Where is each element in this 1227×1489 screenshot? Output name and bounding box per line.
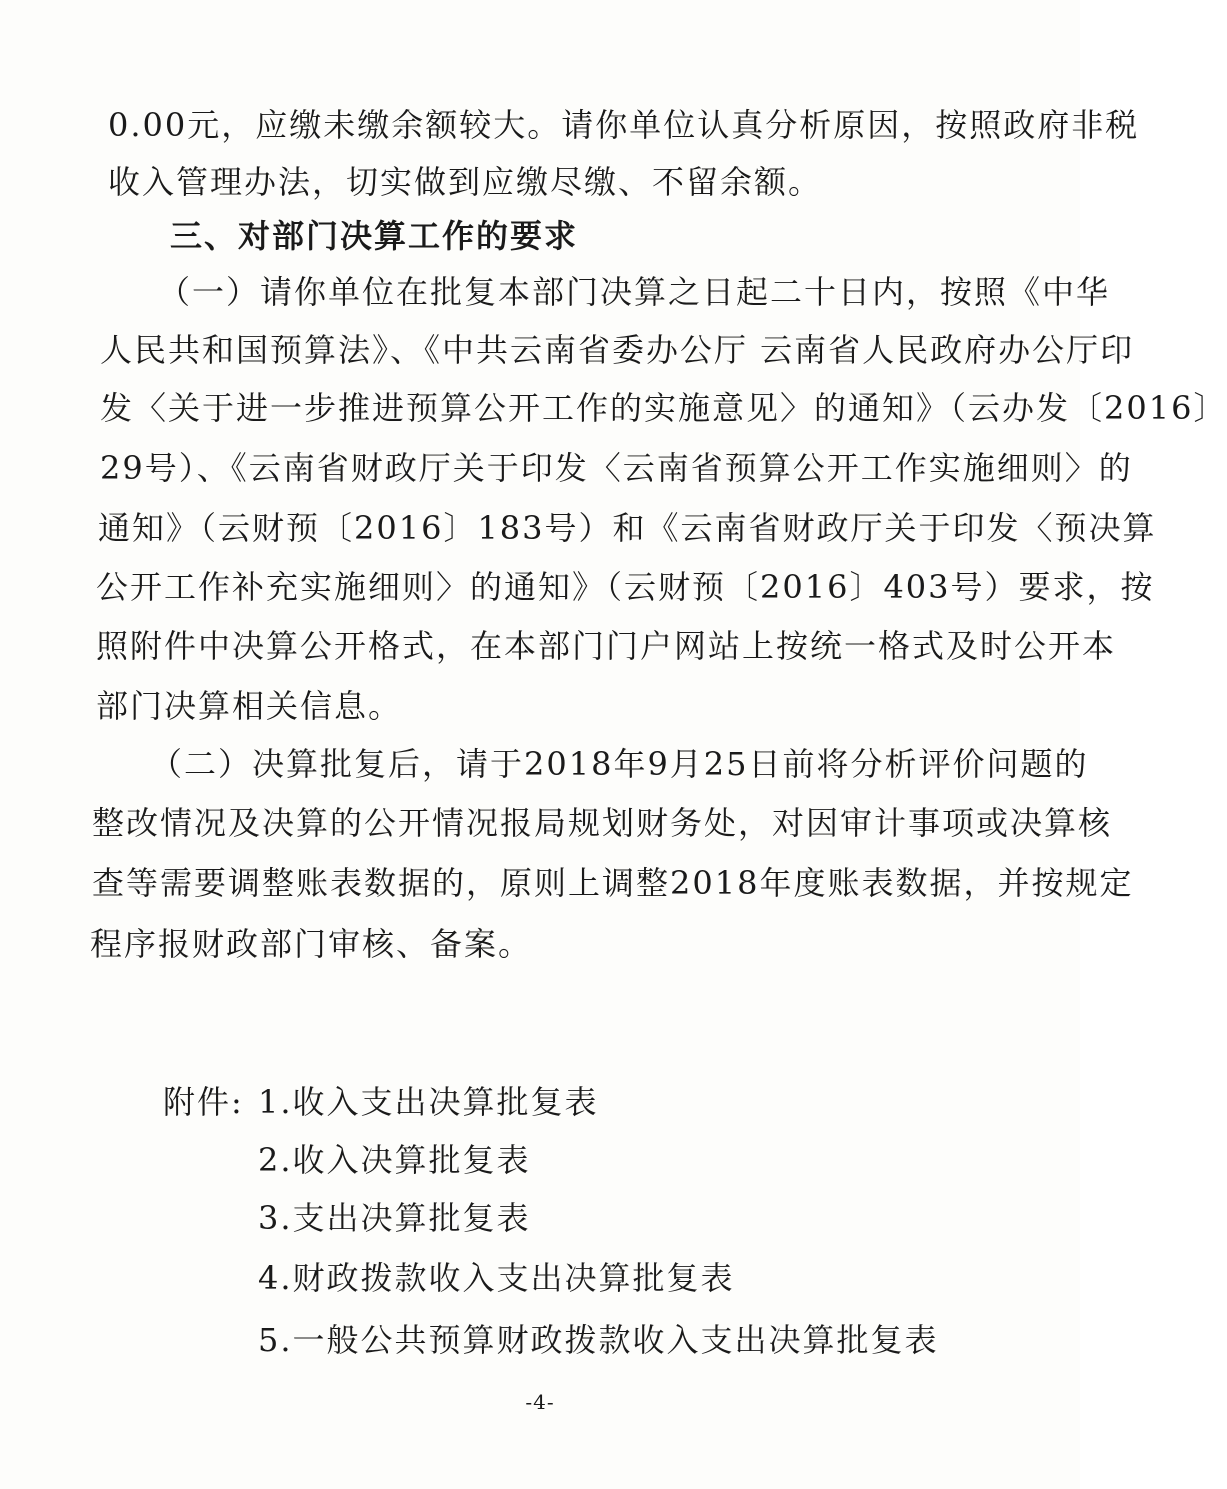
paragraph-line: 查等需要调整账表数据的，原则上调整2018年度账表数据，并按规定 <box>92 864 1134 902</box>
paragraph-line: 0.00元，应缴未缴余额较大。请你单位认真分析原因，按照政府非税 <box>108 106 1140 144</box>
paragraph-line: 公开工作补充实施细则〉的通知》（云财预〔2016〕403号）要求，按 <box>96 568 1155 606</box>
paragraph-line: 收入管理办法，切实做到应缴尽缴、不留余额。 <box>108 163 823 201</box>
paragraph-line: 部门决算相关信息。 <box>96 687 403 725</box>
paragraph-line: 通知》（云财预〔2016〕183号）和《云南省财政厅关于印发〈预决算 <box>98 509 1157 547</box>
attachment-item: 1.收入支出决算批复表 <box>258 1083 599 1121</box>
attachment-item: 3.支出决算批复表 <box>258 1199 531 1237</box>
paragraph-line: 发〈关于进一步推进预算公开工作的实施意见〉的通知》（云办发〔2016〕 <box>100 389 1227 427</box>
paragraph-line: 人民共和国预算法》、《中共云南省委办公厅 云南省人民政府办公厅印 <box>100 331 1135 369</box>
paragraph-line: 整改情况及决算的公开情况报局规划财务处，对因审计事项或决算核 <box>92 804 1113 842</box>
paragraph-line: 29号）、《云南省财政厅关于印发〈云南省预算公开工作实施细则〉的 <box>100 449 1133 487</box>
attachment-item: 4.财政拨款收入支出决算批复表 <box>258 1259 735 1297</box>
paragraph-line: 照附件中决算公开格式，在本部门门户网站上按统一格式及时公开本 <box>96 627 1117 665</box>
attachment-item: 2.收入决算批复表 <box>258 1141 531 1179</box>
section-heading: 三、对部门决算工作的要求 <box>170 217 579 255</box>
attachments-label: 附件: <box>163 1083 244 1121</box>
paragraph-line: 程序报财政部门审核、备案。 <box>90 925 533 963</box>
paragraph-line: （一）请你单位在批复本部门决算之日起二十日内，按照《中华 <box>158 273 1111 311</box>
paragraph-line: （二）决算批复后，请于2018年9月25日前将分析评价问题的 <box>150 745 1089 783</box>
page-number: -4- <box>525 1390 555 1414</box>
attachment-item: 5.一般公共预算财政拨款收入支出决算批复表 <box>258 1321 939 1359</box>
